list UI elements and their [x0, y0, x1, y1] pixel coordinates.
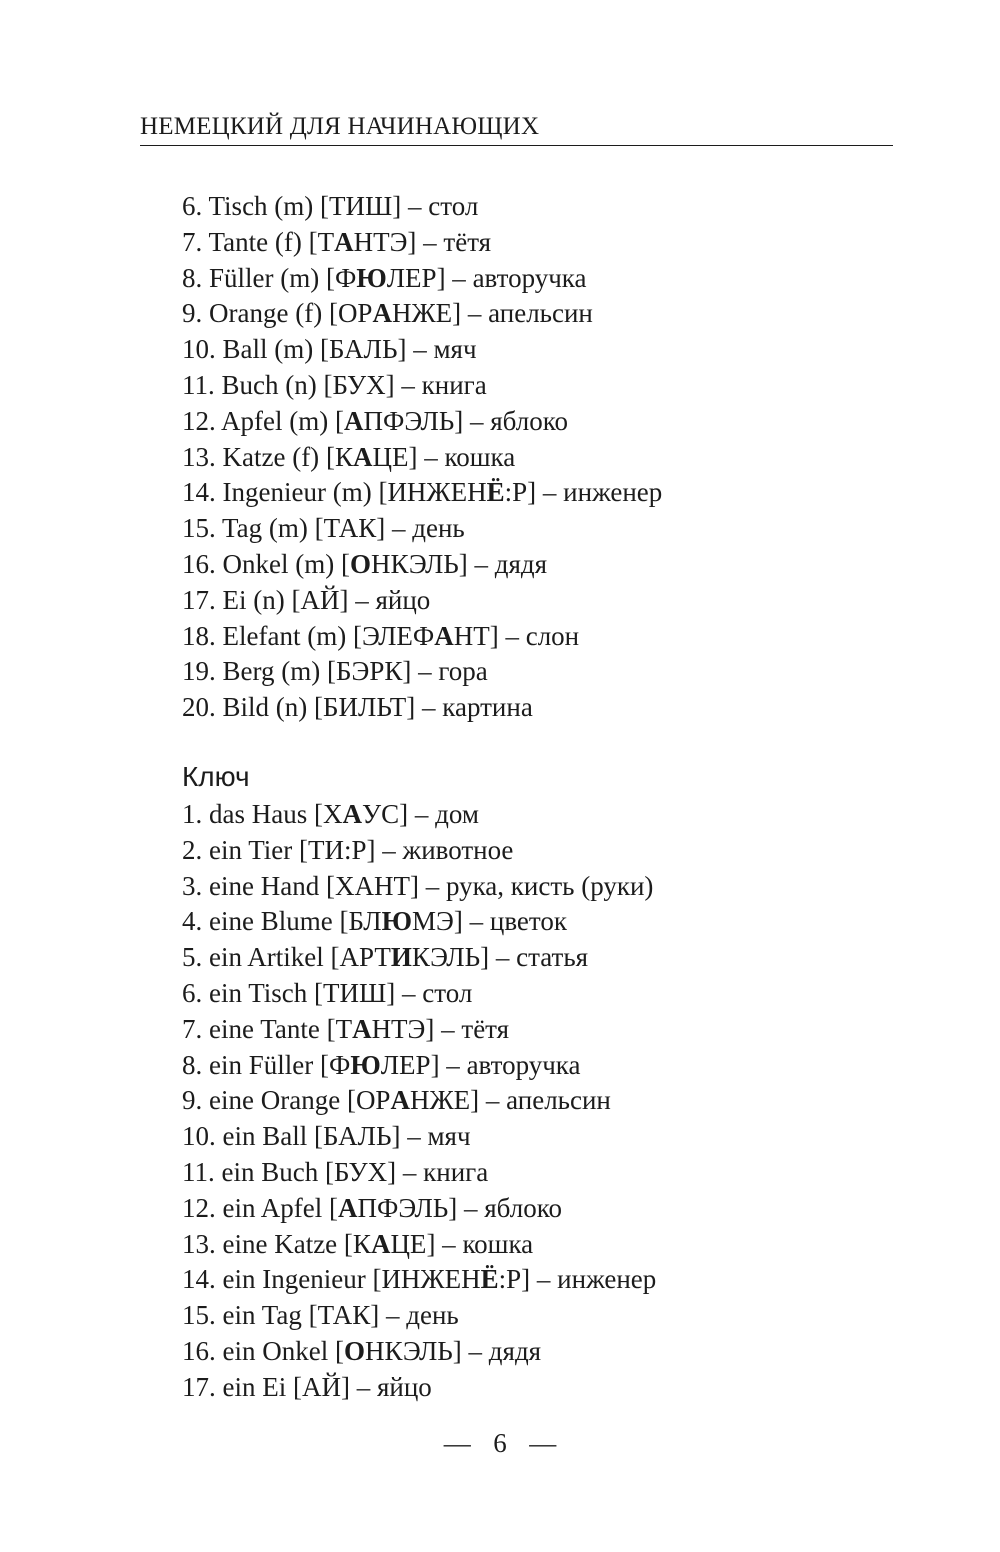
item-number: 14.	[182, 477, 216, 508]
list-item: 11. Buch (n) [БУХ] – книга	[182, 369, 487, 400]
item-number: 16.	[182, 1335, 216, 1366]
german-word: Berg (m)	[222, 656, 321, 687]
russian-translation: стол	[428, 191, 479, 221]
item-number: 15.	[182, 513, 216, 544]
german-word: Füller (m)	[209, 262, 320, 293]
russian-translation: статья	[516, 942, 589, 973]
russian-translation: стол	[422, 977, 473, 1008]
stressed-letter: Ю	[381, 906, 413, 937]
german-word: Apfel (m)	[221, 405, 329, 436]
russian-translation: яблоко	[490, 405, 568, 436]
item-number: 16.	[182, 548, 216, 579]
russian-translation: яйцо	[375, 584, 431, 615]
german-word: eine Orange	[209, 1085, 341, 1116]
stressed-letter: А	[390, 1085, 410, 1116]
transcription-part: Т	[335, 1013, 353, 1044]
russian-translation: инженер	[563, 477, 663, 508]
russian-translation: дядя	[488, 1335, 542, 1366]
item-number: 11.	[182, 1156, 215, 1187]
russian-translation: яблоко	[484, 1192, 562, 1223]
german-word: ein Tisch	[209, 977, 308, 1008]
vocab-list	[182, 189, 662, 726]
item-number: 10.	[182, 334, 216, 365]
item-number: 11.	[182, 369, 215, 400]
item-number: 7.	[182, 226, 203, 257]
page-footer	[0, 1425, 1000, 1461]
list-item: 4. eine Blume [БЛЮМЭ] – цветок	[182, 906, 567, 937]
transcription-part: ЛЕР	[380, 1049, 431, 1080]
russian-translation: слон	[525, 620, 580, 651]
item-number: 12.	[182, 405, 216, 436]
stressed-letter: Ё	[486, 477, 505, 508]
item-number: 20.	[182, 692, 216, 723]
russian-translation: дядя	[494, 548, 548, 579]
item-number: 17.	[182, 1371, 216, 1402]
list-item: 20. Bild (n) [БИЛЬТ] – картина	[182, 692, 533, 723]
german-word: Ball (m)	[222, 334, 314, 365]
list-item: 19. Berg (m) [БЭРК] – гора	[182, 656, 488, 687]
footer-dash-left: —	[443, 1428, 471, 1458]
russian-translation: мяч	[433, 334, 477, 365]
transcription-part: ЦЕ	[390, 1228, 427, 1259]
transcription-part: КЭЛЬ	[411, 942, 481, 973]
russian-translation: кошка	[444, 441, 516, 472]
list-item: 17. ein Ei [АЙ] – яйцо	[182, 1371, 432, 1402]
transcription-part: ТИ:Р	[308, 834, 367, 865]
item-number: 1.	[182, 799, 203, 829]
item-number: 7.	[182, 1013, 203, 1044]
transcription-part: БАЛЬ	[322, 1121, 392, 1152]
transcription-part: НТ	[453, 620, 490, 651]
transcription-part: УС	[361, 799, 400, 829]
russian-translation: авторучка	[472, 262, 587, 293]
item-number: 3.	[182, 870, 203, 901]
key-list	[182, 797, 656, 1406]
transcription-part: :Р	[498, 1264, 522, 1295]
transcription-part: ТАК	[323, 513, 377, 544]
transcription-part: ПФЭЛЬ	[363, 405, 455, 436]
russian-translation: животное	[402, 834, 514, 865]
item-number: 10.	[182, 1121, 216, 1152]
russian-translation: цветок	[489, 906, 567, 937]
german-word: Elefant (m)	[222, 620, 347, 651]
stressed-letter: А	[352, 1013, 372, 1044]
item-number: 9.	[182, 298, 203, 329]
russian-translation: день	[412, 513, 465, 544]
transcription-part: ОР	[355, 1085, 391, 1116]
list-item: 2. ein Tier [ТИ:Р] – животное	[182, 834, 514, 865]
transcription-part: НТЭ	[371, 1013, 426, 1044]
transcription-part: НКЭЛЬ	[365, 1335, 453, 1366]
transcription-part: БЭРК	[335, 656, 403, 687]
stressed-letter: А	[343, 405, 364, 436]
transcription-part: БУХ	[333, 1156, 388, 1187]
header-rule	[140, 145, 893, 146]
transcription-part: ЭЛЕФ	[361, 620, 435, 651]
german-word: ein Füller	[209, 1049, 314, 1080]
transcription-part: НЖЕ	[391, 298, 453, 329]
stressed-letter: Ю	[350, 1049, 381, 1080]
german-word: Ei (n)	[222, 584, 285, 615]
list-item: 8. ein Füller [ФЮЛЕР] – авторучка	[182, 1049, 581, 1080]
transcription-part: ТАК	[317, 1300, 371, 1331]
russian-translation: яйцо	[376, 1371, 432, 1402]
list-item: 16. ein Onkel [ОНКЭЛЬ] – дядя	[182, 1335, 542, 1366]
transcription-part: АРТ	[339, 942, 391, 973]
list-item: 13. eine Katze [КАЦЕ] – кошка	[182, 1228, 534, 1259]
transcription-part: АЙ	[300, 584, 340, 615]
list-item: 12. Apfel (m) [АПФЭЛЬ] – яблоко	[182, 405, 568, 436]
russian-translation: апельсин	[506, 1085, 611, 1116]
russian-translation: дом	[435, 799, 479, 829]
transcription-part: БУХ	[332, 369, 386, 400]
footer-dash-right: —	[529, 1428, 557, 1458]
stressed-letter: И	[390, 942, 412, 973]
german-word: eine Tante	[209, 1013, 320, 1044]
transcription-part: :Р	[504, 477, 528, 508]
item-number: 8.	[182, 1049, 203, 1080]
item-number: 6.	[182, 191, 203, 221]
item-number: 18.	[182, 620, 216, 651]
item-number: 6.	[182, 977, 203, 1008]
list-item: 3. eine Hand [ХАНТ] – рука, кисть (руки)	[182, 870, 654, 901]
transcription-part: ТИШ	[323, 977, 387, 1008]
russian-translation: тётя	[443, 226, 492, 257]
list-item: 10. ein Ball [БАЛЬ] – мяч	[182, 1121, 471, 1152]
german-word: das Haus	[209, 799, 308, 829]
russian-translation: авторучка	[466, 1049, 581, 1080]
list-item: 10. Ball (m) [БАЛЬ] – мяч	[182, 334, 477, 365]
russian-translation: картина	[442, 692, 533, 723]
transcription-part: Ф	[328, 1049, 351, 1080]
list-item: 13. Katze (f) [КАЦЕ] – кошка	[182, 441, 516, 472]
transcription-part: ЛЕР	[386, 262, 437, 293]
german-word: Bild (n)	[222, 692, 308, 723]
list-item: 11. ein Buch [БУХ] – книга	[182, 1156, 489, 1187]
item-number: 19.	[182, 656, 216, 687]
russian-translation: рука, кисть (руки)	[445, 870, 654, 901]
item-number: 4.	[182, 906, 203, 937]
list-item: 7. Tante (f) [ТАНТЭ] – тётя	[182, 226, 492, 257]
list-item: 12. ein Apfel [АПФЭЛЬ] – яблоко	[182, 1192, 562, 1223]
german-word: eine Blume	[209, 906, 333, 937]
german-word: Onkel (m)	[222, 548, 335, 579]
transcription-part: К	[352, 1228, 371, 1259]
list-item: 9. eine Orange [ОРАНЖЕ] – апельсин	[182, 1085, 611, 1116]
item-number: 2.	[182, 834, 203, 865]
german-word: ein Tag	[222, 1300, 302, 1331]
german-word: Tante (f)	[208, 226, 302, 257]
item-number: 8.	[182, 262, 203, 293]
item-number: 15.	[182, 1300, 216, 1331]
german-word: ein Ball	[222, 1121, 308, 1152]
transcription-part: ИНЖЕН	[387, 477, 487, 508]
stressed-letter: А	[370, 1228, 391, 1259]
german-word: ein Buch	[221, 1156, 319, 1187]
key-section-title: Ключ	[182, 761, 250, 792]
transcription-part: К	[334, 441, 353, 472]
stressed-letter: Ю	[356, 262, 387, 293]
list-item: 7. eine Tante [ТАНТЭ] – тётя	[182, 1013, 510, 1044]
stressed-letter: А	[334, 226, 354, 257]
german-word: eine Hand	[209, 870, 320, 901]
german-word: ein Onkel	[222, 1335, 329, 1366]
list-item: 6. Tisch (m) [ТИШ] – стол	[182, 191, 479, 221]
page-number: 6	[493, 1428, 507, 1458]
list-item: 14. Ingenieur (m) [ИНЖЕНЁ:Р] – инженер	[182, 477, 663, 508]
transcription-part: ЦЕ	[372, 441, 409, 472]
stressed-letter: А	[337, 1192, 358, 1223]
item-number: 14.	[182, 1264, 216, 1295]
stressed-letter: А	[342, 799, 362, 829]
german-word: Katze (f)	[222, 441, 320, 472]
transcription-part: БАЛЬ	[328, 334, 398, 365]
list-item: 5. ein Artikel [АРТИКЭЛЬ] – статья	[182, 942, 589, 973]
stressed-letter: А	[434, 620, 454, 651]
list-item: 15. ein Tag [ТАК] – день	[182, 1300, 459, 1331]
list-item: 15. Tag (m) [ТАК] – день	[182, 513, 465, 544]
german-word: Orange (f)	[209, 298, 323, 329]
german-word: ein Ei	[222, 1371, 287, 1402]
item-number: 17.	[182, 584, 216, 615]
russian-translation: тётя	[461, 1013, 510, 1044]
transcription-part: Х	[322, 799, 343, 829]
russian-translation: инженер	[557, 1264, 657, 1295]
transcription-part: Ф	[334, 262, 357, 293]
transcription-part: НКЭЛЬ	[370, 548, 459, 579]
transcription-part: БЛ	[348, 906, 382, 937]
german-word: Tag (m)	[222, 513, 308, 544]
russian-translation: апельсин	[488, 298, 593, 329]
russian-translation: книга	[421, 369, 487, 400]
german-word: Ingenieur (m)	[222, 477, 372, 508]
russian-translation: кошка	[462, 1228, 534, 1259]
item-number: 13.	[182, 1228, 216, 1259]
list-item: 9. Orange (f) [ОРАНЖЕ] – апельсин	[182, 298, 593, 329]
german-word: ein Apfel	[222, 1192, 323, 1223]
transcription-part: ОР	[337, 298, 373, 329]
item-number: 13.	[182, 441, 216, 472]
german-word: Buch (n)	[221, 369, 317, 400]
transcription-part: ИНЖЕН	[381, 1264, 481, 1295]
russian-translation: гора	[438, 656, 488, 687]
russian-translation: мяч	[427, 1121, 471, 1152]
transcription-part: ПФЭЛЬ	[357, 1192, 449, 1223]
transcription-part: ХАНТ	[334, 870, 410, 901]
list-item: 17. Ei (n) [АЙ] – яйцо	[182, 584, 431, 615]
list-item: 16. Onkel (m) [ОНКЭЛЬ] – дядя	[182, 548, 548, 579]
stressed-letter: А	[372, 298, 392, 329]
stressed-letter: О	[349, 548, 371, 579]
list-item: 18. Elefant (m) [ЭЛЕФАНТ] – слон	[182, 620, 580, 651]
russian-translation: день	[406, 1300, 459, 1331]
list-item: 14. ein Ingenieur [ИНЖЕНЁ:Р] – инженер	[182, 1264, 657, 1295]
german-word: Tisch (m)	[208, 191, 314, 221]
stressed-letter: А	[352, 441, 373, 472]
item-number: 9.	[182, 1085, 203, 1116]
stressed-letter: Ё	[480, 1264, 499, 1295]
german-word: eine Katze	[222, 1228, 338, 1259]
list-item: 8. Füller (m) [ФЮЛЕР] – авторучка	[182, 262, 587, 293]
list-item: 1. das Haus [ХАУС] – дом	[182, 799, 479, 829]
stressed-letter: О	[343, 1335, 365, 1366]
german-word: ein Ingenieur	[222, 1264, 366, 1295]
item-number: 5.	[182, 942, 203, 973]
transcription-part: БИЛЬТ	[323, 692, 407, 723]
german-word: ein Tier	[209, 834, 293, 865]
transcription-part: ТИШ	[329, 191, 393, 221]
transcription-part: НЖЕ	[409, 1085, 471, 1116]
russian-translation: книга	[423, 1156, 489, 1187]
running-header: НЕМЕЦКИЙ ДЛЯ НАЧИНАЮЩИХ	[140, 113, 540, 140]
transcription-part: АЙ	[301, 1371, 341, 1402]
item-number: 12.	[182, 1192, 216, 1223]
transcription-part: МЭ	[412, 906, 454, 937]
list-item: 6. ein Tisch [ТИШ] – стол	[182, 977, 473, 1008]
german-word: ein Artikel	[209, 942, 324, 973]
transcription-part: Т	[317, 226, 335, 257]
transcription-part: НТЭ	[353, 226, 408, 257]
